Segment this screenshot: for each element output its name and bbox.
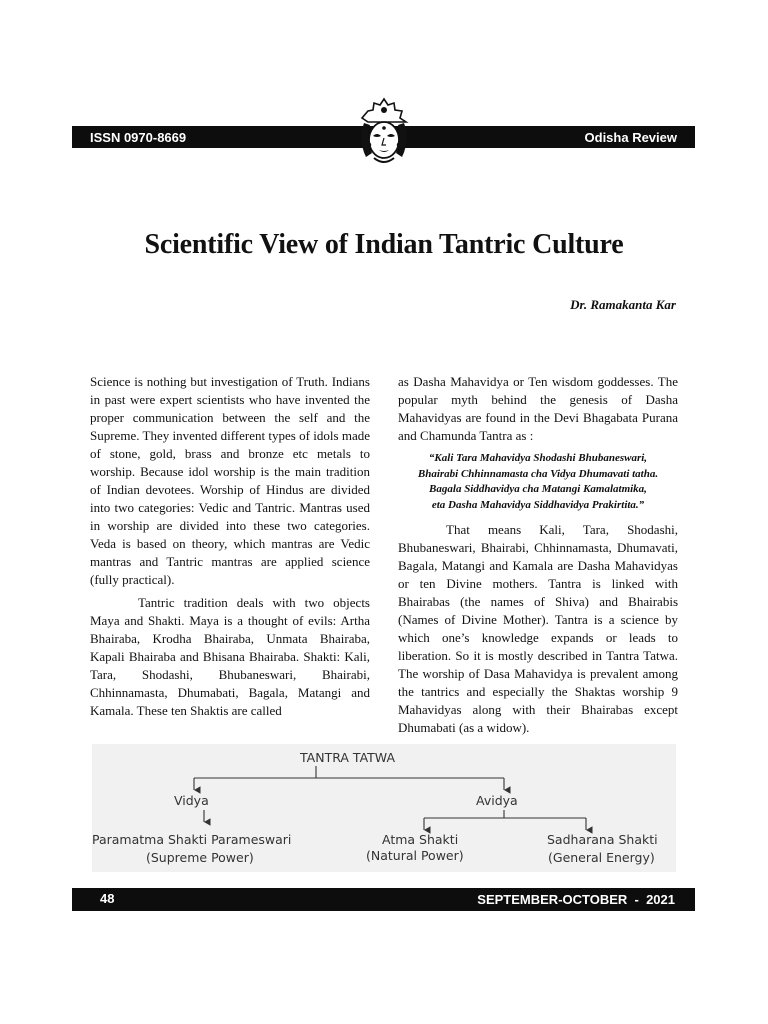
diagram-atma-label: Atma Shakti	[382, 832, 459, 847]
paragraph: as Dasha Mahavidya or Ten wisdom goddesses. The popular myth behind the genesis of Dasha Mahavidyas are found in the Devi Bhagabata Purana and Chamunda Tantra as :	[398, 374, 678, 443]
diagram-sadharana-label: Sadharana Shakti	[547, 832, 658, 847]
right-column	[398, 373, 678, 742]
left-column	[90, 373, 370, 725]
verse-line: Bhairabi Chhinnamasta cha Vidya Dhumavati tatha.	[417, 467, 659, 480]
verse-line: “Kali Tara Mahavidya Shodashi Bhubaneswari,	[428, 452, 648, 464]
journal-name: Odisha Review	[584, 130, 677, 145]
diagram-atma-sublabel: (Natural Power)	[366, 848, 464, 863]
issn-label: ISSN 0970-8669	[90, 130, 187, 145]
page-number: 48	[100, 891, 115, 906]
diagram-root-label: TANTRA TATWA	[300, 750, 396, 765]
paragraph: Tantric tradition deals with two objects Maya and Shakti. Maya is a thought of evils: Artha Bhairaba, Krodha Bhairaba, Unmata Bhairaba, Kapali Bhairaba and Bhisana Bhairaba. Shakti: Kali, Tara, Shodashi, Bhubaneswari, Bhairabi, Chhinnamasta, Dhumabati, Bagala, Matangi and Kamala. These ten Shaktis are called	[90, 595, 370, 718]
diagram-paramatma-label: Paramatma Shakti Parameswari	[92, 832, 292, 847]
verse-line: Bagala Siddhavidya cha Matangi Kamalatmika,	[429, 483, 647, 495]
issue-date: SEPTEMBER-OCTOBER - 2021	[477, 892, 675, 907]
sanskrit-verse	[398, 451, 678, 513]
diagram-avidya-label: Avidya	[476, 793, 518, 808]
diagram-paramatma-sublabel: (Supreme Power)	[146, 850, 254, 865]
paragraph: That means Kali, Tara, Shodashi, Bhubaneswari, Bhairabi, Chhinnamasta, Dhumavati, Bagala, Matangi and Kamala are Dasha Mahavidyas or ten Divine mothers. Tantra is linked with Bhairabas (the names of Shiva) and Bhairabis (Names of Divine Mother). Tantra is a science by which one’s knowledge expands or leads to liberation. So it is mostly described in Tantra Tatwa. The worship of Dasa Mahavidya is prevalent among the tantrics and especially the Shaktas worship 9 Mahavidyas along with their Bhairabas except Dhumabati (as a widow).	[398, 522, 678, 735]
tantra-tatwa-diagram	[92, 744, 676, 872]
diagram-sadharana-sublabel: (General Energy)	[548, 850, 655, 865]
footer-bar	[72, 888, 695, 911]
diagram-vidya-label: Vidya	[174, 793, 209, 808]
goddess-emblem-icon	[354, 97, 414, 167]
paragraph: Science is nothing but investigation of Truth. Indians in past were expert scientists who have invented the proper communication between the self and the Supreme. They invented different types of idols made of stone, gold, brass and bronze etc metals to worship. Because idol worship is the main tradition of Indian devotees. Worship of Hindus are divided into two categories: Vedic and Tantric. Mantras used in worship are divided into these two categories. Veda is based on theory, which mantras are Vedic mantras and Tantric mantras are applied science (fully practical).	[90, 374, 370, 587]
article-author: Dr. Ramakanta Kar	[570, 297, 676, 312]
article-title: Scientific View of Indian Tantric Culture	[144, 229, 624, 260]
verse-line: eta Dasha Mahavidya Siddhavidya Prakirtita.”	[431, 498, 645, 511]
